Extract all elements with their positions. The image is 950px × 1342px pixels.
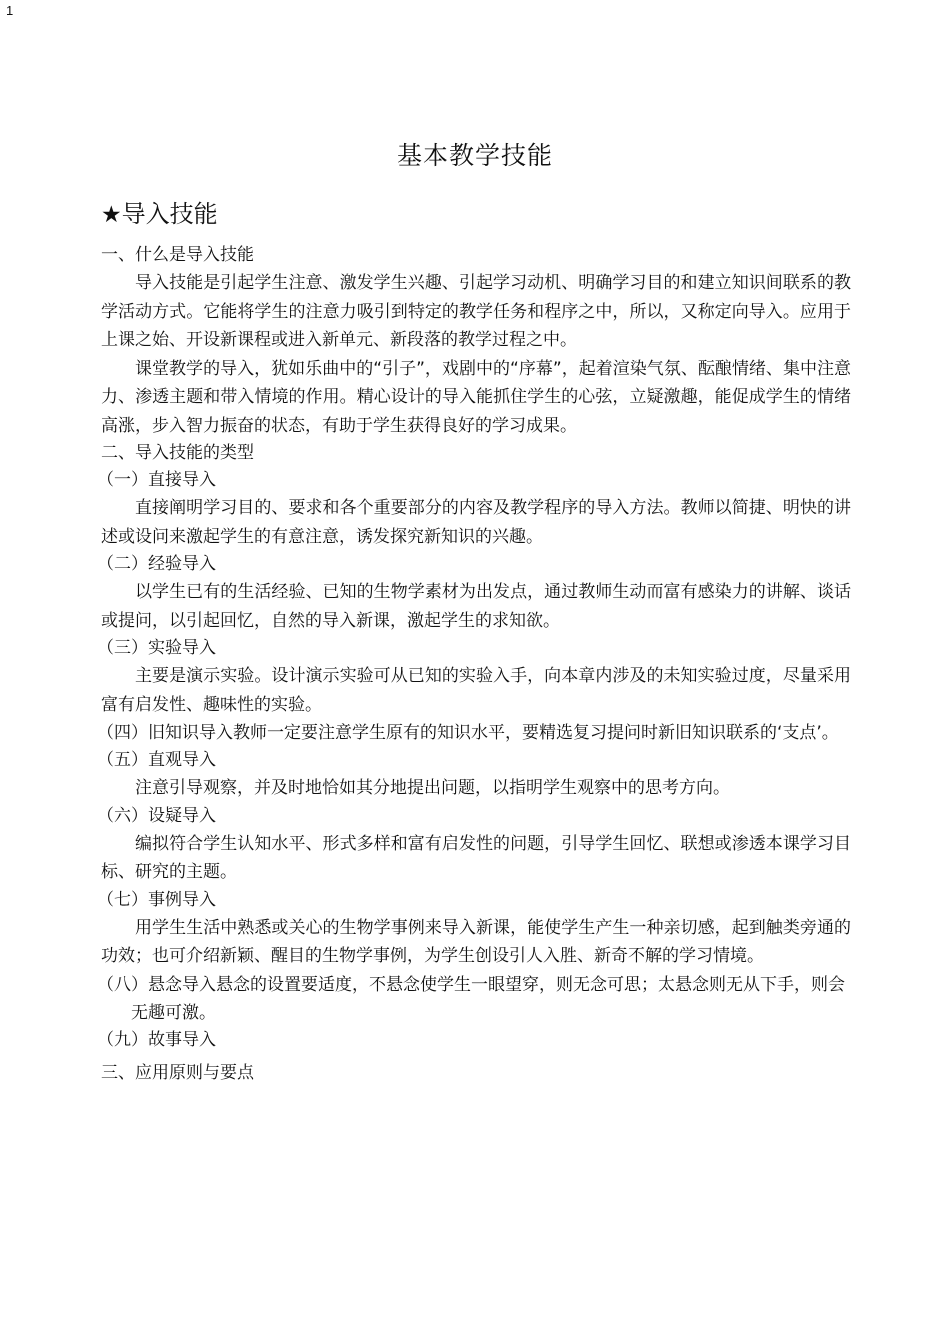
- paragraph-visual: 注意引导观察，并及时地恰如其分地提出问题，以指明学生观察中的思考方向。: [135, 778, 730, 798]
- heading-what-is: 一、什么是导入技能: [101, 245, 254, 265]
- paragraph-analogy: 课堂教学的导入，犹如乐曲中的“引子”，戏剧中的“序幕”，起着渲染气氛、酝酿情绪、集中注意力、渗透主题和带入情境的作用。精心设计的导入能抓住学生的心弦，立疑激趣，能促成学生的情绪高涨，步入智力振奋的状态，有助于学生获得良好的学习成果。: [101, 358, 851, 436]
- type-suspense: （八）悬念导入悬念的设置要适度，不悬念使学生一眼望穿，则无念可思；太悬念则无从下手，则会无趣可激。: [97, 974, 845, 1023]
- paragraph-question: 编拟符合学生认知水平、形式多样和富有启发性的问题，引导学生回忆、联想或渗透本课学习目标、研究的主题。: [101, 833, 851, 882]
- type-story: （九）故事导入: [97, 1029, 216, 1050]
- type-direct: （一）直接导入: [97, 470, 216, 490]
- heading-types: 二、导入技能的类型: [101, 443, 254, 463]
- type-question: （六）设疑导入: [97, 805, 216, 826]
- section-heading: [101, 194, 218, 229]
- document-title: 基本教学技能: [396, 141, 553, 170]
- paragraph-definition: 导入技能是引起学生注意、激发学生兴趣、引起学习动机、明确学习目的和建立知识间联系的教学活动方式。它能将学生的注意力吸引到特定的教学任务和程序之中，所以，又称定向导入。应用于上课之始、开设新课程或进入新单元、新段落的教学过程之中。: [101, 273, 851, 350]
- paragraph-direct: 直接阐明学习目的、要求和各个重要部分的内容及教学程序的导入方法。教师以简捷、明快的讲述或设问来激起学生的有意注意，诱发探究新知识的兴趣。: [101, 498, 851, 547]
- star-icon: ★: [101, 202, 122, 228]
- section-title: 导入技能: [121, 200, 218, 228]
- page-number: 1: [6, 3, 14, 18]
- document-body: [97, 242, 851, 1087]
- type-experience: （二）经验导入: [97, 554, 216, 574]
- type-experiment: （三）实验导入: [97, 638, 216, 658]
- paragraph-experiment: 主要是演示实验。设计演示实验可从已知的实验入手，向本章内涉及的未知实验过度，尽量采用富有启发性、趣味性的实验。: [101, 666, 851, 715]
- type-old-knowledge: （四）旧知识导入教师一定要注意学生原有的知识水平，要精选复习提问时新旧知识联系的‘支点’。: [97, 723, 839, 743]
- type-example: （七）事例导入: [97, 889, 216, 910]
- paragraph-experience: 以学生已有的生活经验、已知的生物学素材为出发点，通过教师生动而富有感染力的讲解、谈话或提问，以引起回忆，自然的导入新课，激起学生的求知欲。: [101, 582, 851, 631]
- paragraph-example: 用学生生活中熟悉或关心的生物学事例来导入新课，能使学生产生一种亲切感，起到触类旁通的功效；也可介绍新颖、醒目的生物学事例，为学生创设引人入胜、新奇不解的学习情境。: [101, 917, 851, 966]
- type-visual: （五）直观导入: [97, 750, 216, 770]
- heading-principles: 三、应用原则与要点: [101, 1062, 254, 1083]
